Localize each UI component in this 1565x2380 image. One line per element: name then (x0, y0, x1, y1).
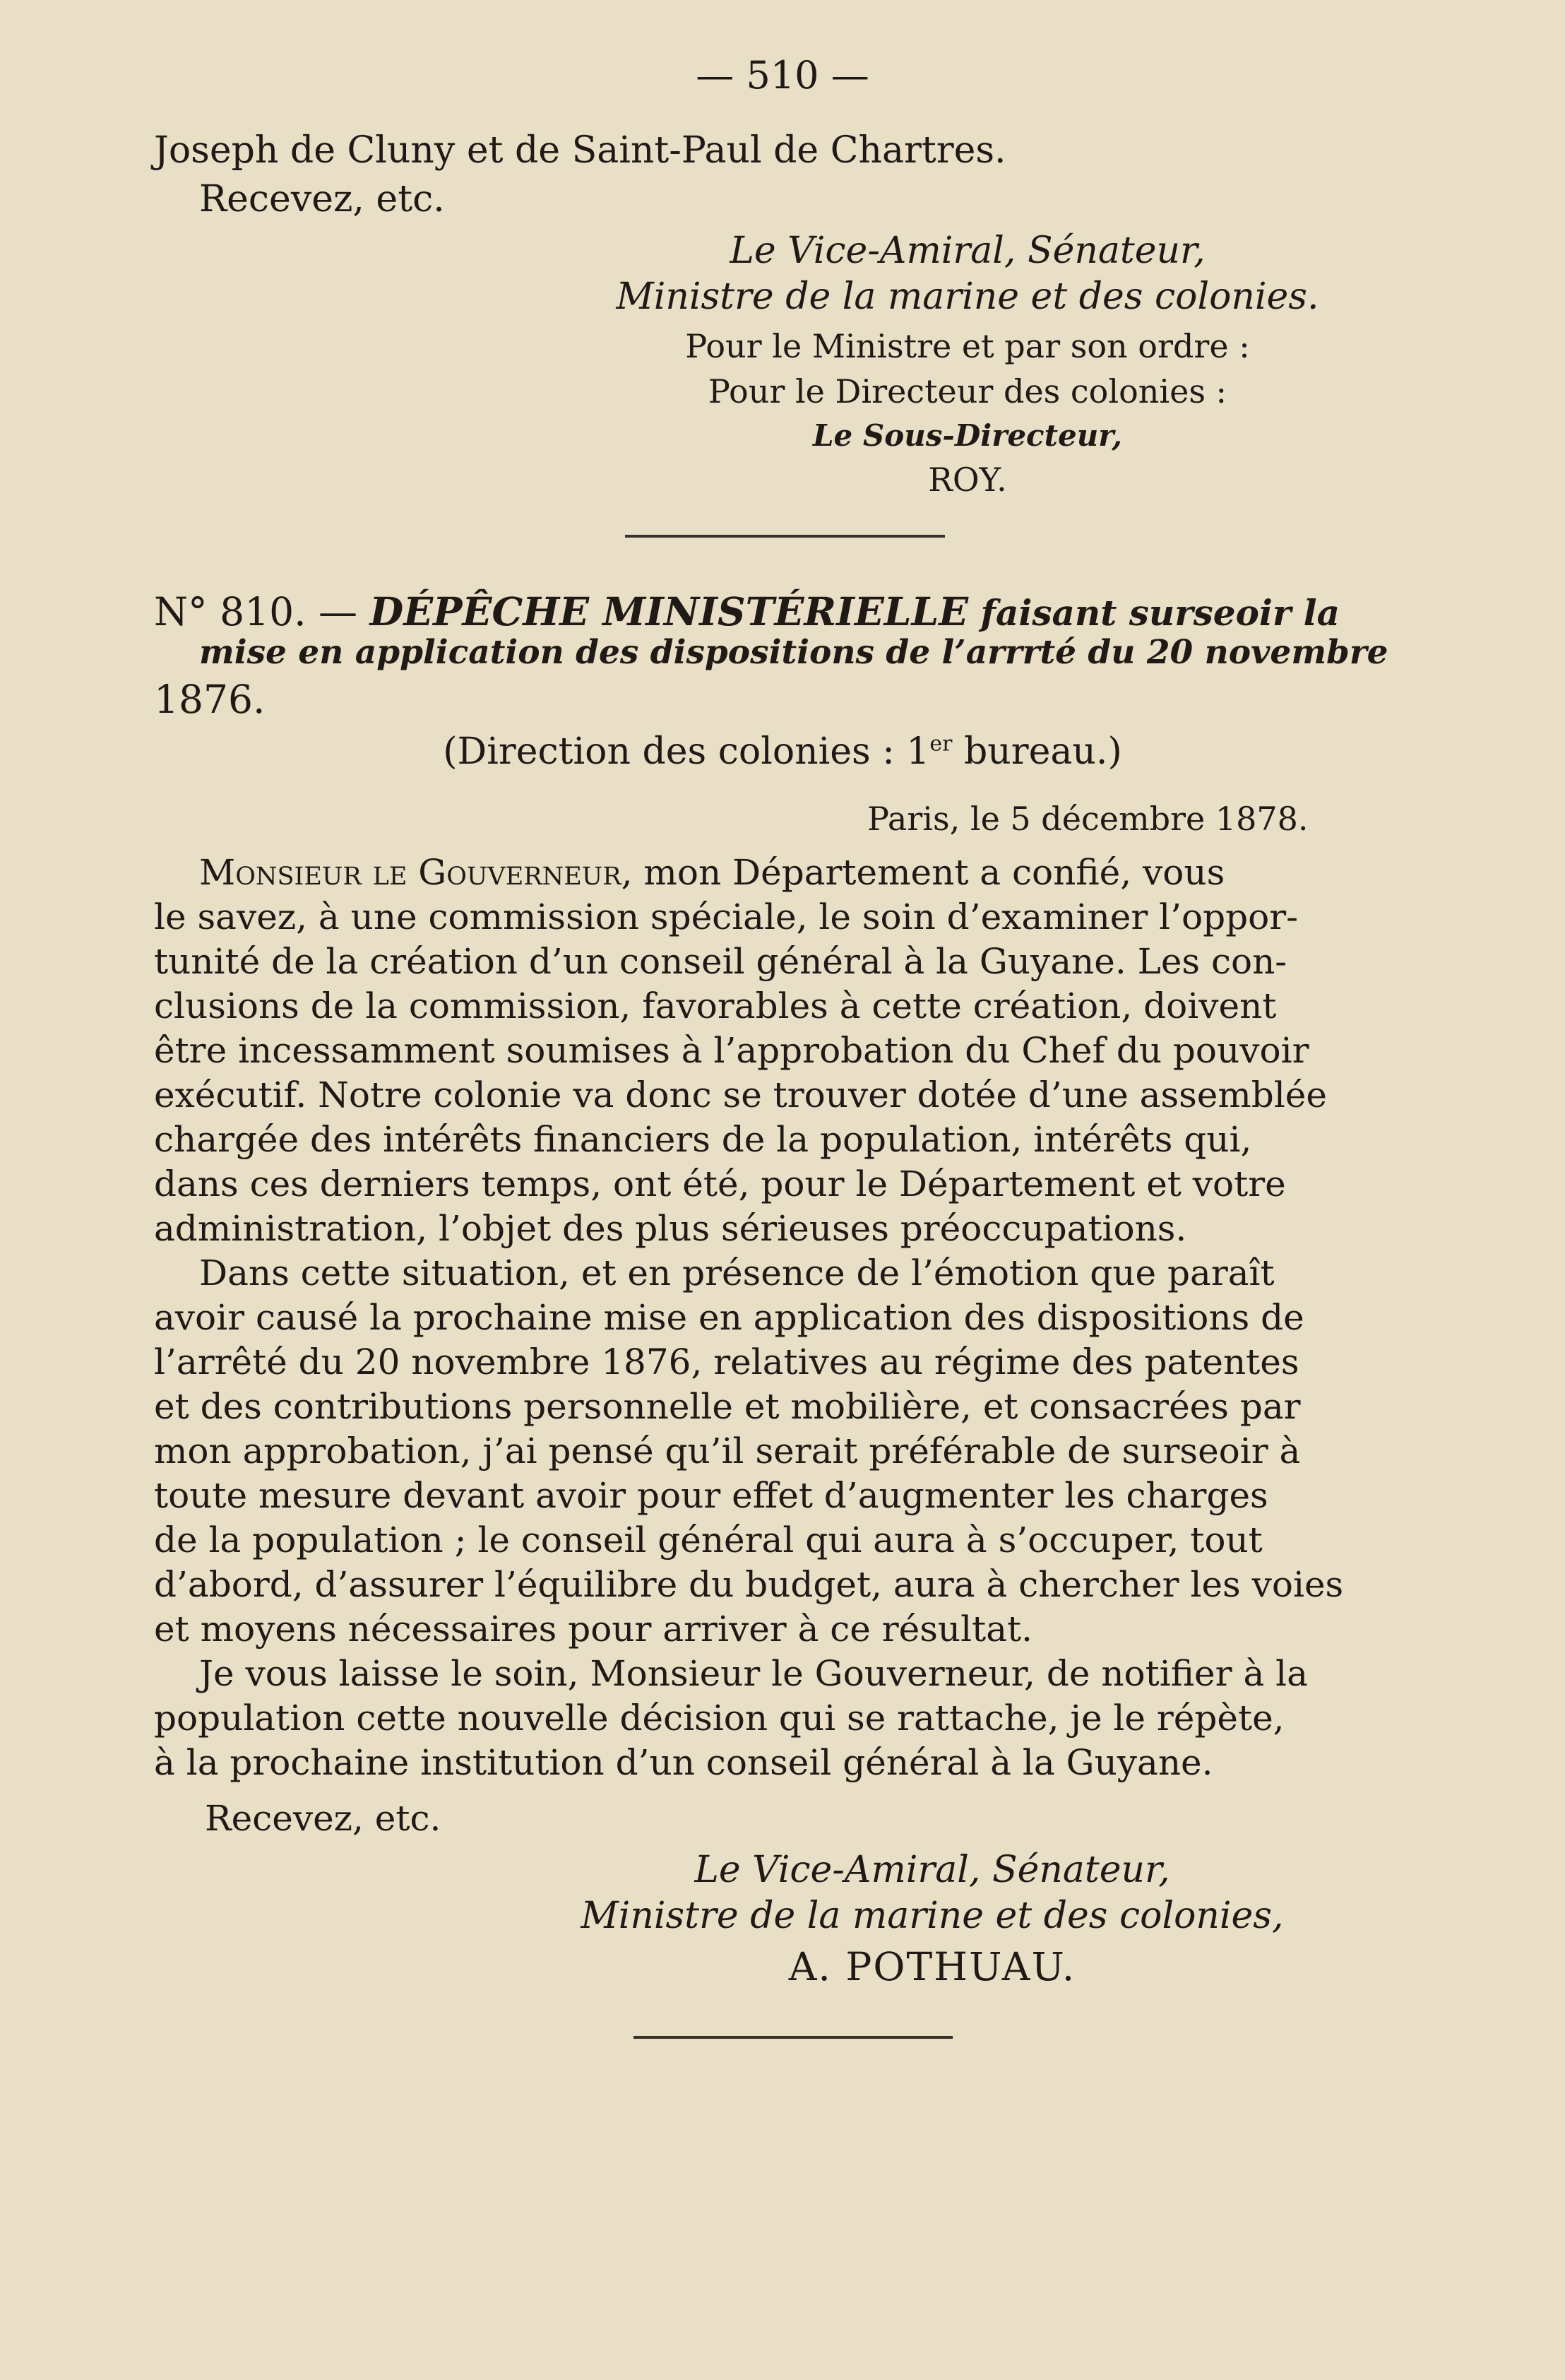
signature-title: Le Vice-Amiral, Sénateur, (694, 1849, 1170, 1891)
separator-rule (633, 2036, 953, 2039)
body-line: toute mesure devant avoir pour effet d’augmenter les charges (154, 1475, 1268, 1516)
signature-name: A. POTHUAU. (788, 1944, 1076, 1989)
body-line: mon approbation, j’ai pensé qu’il serait préférable de surseoir à (154, 1431, 1301, 1472)
body-line: être incessamment soumises à l’approbation du Chef du pouvoir (154, 1030, 1309, 1071)
signature-order: Pour le Ministre et par son ordre : (685, 327, 1250, 365)
body-line: exécutif. Notre colonie va donc se trouver dotée d’une assemblée (154, 1074, 1327, 1115)
direction-bureau: bureau.) (952, 730, 1122, 773)
body-line: d’abord, d’assurer l’équilibre du budget, aura à chercher les voies (154, 1564, 1344, 1605)
signature-role: Ministre de la marine et des colonies, (581, 1895, 1284, 1937)
body-line: Dans cette situation, et en présence de l’émotion que paraît (199, 1253, 1275, 1293)
closing-line: Recevez, etc. (205, 1798, 441, 1839)
heading-title: DÉPÊCHE MINISTÉRIELLE (369, 588, 969, 634)
heading-year: 1876. (154, 677, 266, 722)
signature-name: ROY. (928, 461, 1007, 499)
body-line: de la population ; le conseil général qui aura à s’occuper, tout (154, 1520, 1263, 1561)
dateline: Paris, le 5 décembre 1878. (867, 800, 1309, 838)
heading-line (154, 588, 1340, 634)
direction-superscript: er (929, 731, 953, 757)
heading-title-rest: faisant surseoir la (968, 592, 1340, 634)
body-line: dans ces derniers temps, ont été, pour le Département et votre (154, 1164, 1286, 1204)
heading-subtitle: mise en application des dispositions de l’arrrté du 20 novembre (199, 633, 1388, 672)
signature-title: Le Vice-Amiral, Sénateur, (730, 230, 1206, 272)
body-line: l’arrêté du 20 novembre 1876, relatives au régime des patentes (154, 1342, 1299, 1383)
direction-text: (Direction des colonies : 1 (443, 730, 930, 773)
body-line: population cette nouvelle décision qui se rattache, je le répète, (154, 1698, 1285, 1739)
body-line: chargée des intérêts financiers de la population, intérêts qui, (154, 1119, 1252, 1160)
body-line: à la prochaine institution d’un conseil général à la Guyane. (154, 1742, 1213, 1783)
heading-number: N° 810. — (154, 589, 370, 634)
signature-role: Ministre de la marine et des colonies. (616, 276, 1319, 318)
body-line: le savez, à une commission spéciale, le soin d’examiner l’oppor- (154, 896, 1299, 937)
salutation: Monsieur le Gouverneur, (199, 852, 633, 893)
body-line: clusions de la commission, favorables à cette création, doivent (154, 985, 1277, 1026)
continuation-line: Joseph de Cluny et de Saint-Paul de Chartres. (154, 129, 1006, 172)
body-line: et des contributions personnelle et mobilière, et consacrées par (154, 1386, 1301, 1427)
body-line: avoir causé la prochaine mise en application des dispositions de (154, 1297, 1304, 1338)
body-line: mon Département a confié, vous (632, 852, 1225, 893)
body-line: tunité de la création d’un conseil général à la Guyane. Les con- (154, 941, 1287, 982)
body-line: et moyens nécessaires pour arriver à ce résultat. (154, 1609, 1033, 1650)
direction-line (0, 730, 1565, 773)
closing-line: Recevez, etc. (199, 178, 445, 220)
signature-order-director: Pour le Directeur des colonies : (708, 372, 1227, 410)
separator-rule (625, 535, 945, 538)
signature-subdirector: Le Sous-Directeur, (813, 418, 1122, 453)
page-number: — 510 — (696, 53, 869, 97)
body-first-line (199, 852, 1225, 893)
body-line: Je vous laisse le soin, Monsieur le Gouverneur, de notifier à la (199, 1653, 1308, 1694)
body-line: administration, l’objet des plus sérieuses préoccupations. (154, 1208, 1187, 1249)
